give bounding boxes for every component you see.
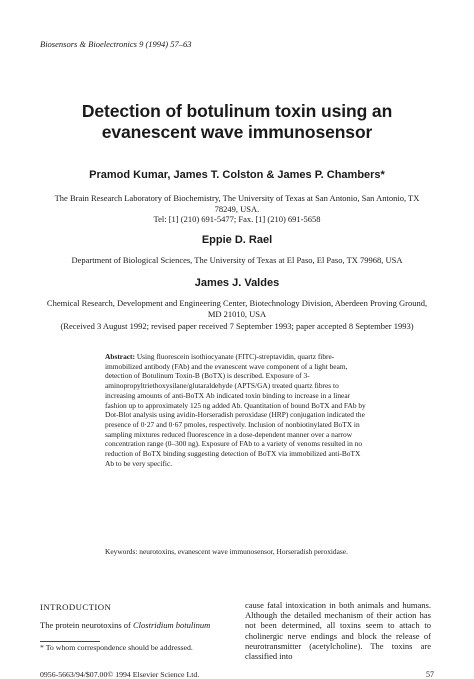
affiliation-1-line-3: Tel: [1] (210) 691-5477; Fax. [1] (210) 691-5658 xyxy=(153,214,321,224)
intro-text-start: The protein neurotoxins of xyxy=(40,620,134,630)
section-heading-introduction: INTRODUCTION xyxy=(40,602,112,612)
journal-citation: Biosensors & Bioelectronics 9 (1994) 57–63 xyxy=(40,39,192,49)
affiliation-1-line-1: The Brain Research Laboratory of Biochemistry, The University of Texas at San Antonio, San Antonio, TX xyxy=(54,193,420,203)
paper-title xyxy=(30,101,444,143)
affiliation-1-line-2: 78249, USA. xyxy=(214,203,260,214)
footnote-rule xyxy=(40,641,100,642)
author-group-2: Eppie D. Rael xyxy=(201,234,273,246)
author-group-3: James J. Valdes xyxy=(194,277,280,289)
affiliation-1 xyxy=(40,193,434,225)
publisher-imprint: 0956-5663/94/$07.00© 1994 Elsevier Science Ltd. xyxy=(40,670,200,679)
author-group-1: Pramod Kumar, James T. Colston & James P. Chambers* xyxy=(89,169,385,181)
affiliation-2: Department of Biological Sciences, The University of Texas at El Paso, El Paso, TX 79968, USA xyxy=(71,255,403,265)
abstract xyxy=(105,352,370,468)
abstract-label: Abstract: xyxy=(105,352,135,361)
footnote: * To whom correspondence should be addressed. xyxy=(40,643,193,652)
title-line-1: Detection of botulinum toxin using an xyxy=(81,101,393,121)
affiliation-3 xyxy=(40,298,434,319)
title-line-2: evanescent wave immunosensor xyxy=(101,122,373,142)
intro-text-species: Clostridium botulinum xyxy=(133,620,211,630)
abstract-text: Using fluorescein isothiocyanate (FITC)-streptavidin, quartz fibre-immobilized antibody (FAb) and the evanescent wave component of a light beam, detection of Botulinum Toxin-B (BoTX) is described. Exposure of 3-aminopropyltriethoxysilane/glutaraldehyde (APTS/GA) treated quartz fibres to increasing amounts of anti-BoTX Ab indicated toxin binding to increase in a linear fashion up to approximately 125 ng added Ab. Quantitation of bound BoTX and FAb by Dot-Blot analysis using avidin-Horseradish peroxidase (HRP) conjugation indicated the presence of 0·27 and 0·67 pmoles, respectively. Inclusion of nonbiotinylated BoTX in sampling mixtures reduced fluorescence in a dose-dependent manner over a narrow concentration range (0–300 ng). Exposure of FAb to a variety of venoms resulted in no reduction of BoTX binding suggesting detection of BoTX via immobilized anti-BoTX Ab to be very specific. xyxy=(105,352,366,468)
affiliation-3-line-2: MD 21010, USA xyxy=(207,308,267,319)
page-number: 57 xyxy=(426,670,434,679)
right-column-text: cause fatal intoxication in both animals and humans. Although the detailed mechanism of their action has not been determined, all toxins seem to attach to cholinergic nerve endings and block the release of neurotransmitter (acetylcholine). The toxins are classified into xyxy=(245,600,431,662)
introduction-text xyxy=(40,620,210,630)
affiliation-3-line-1: Chemical Research, Development and Engineering Center, Biotechnology Division, Aberdeen Proving Ground, xyxy=(46,298,428,308)
keywords: Keywords: neurotoxins, evanescent wave immunosensor, Horseradish peroxidase. xyxy=(105,547,348,556)
received-dates: (Received 3 August 1992; revised paper received 7 September 1993; paper accepted 8 September 1993) xyxy=(60,321,414,331)
